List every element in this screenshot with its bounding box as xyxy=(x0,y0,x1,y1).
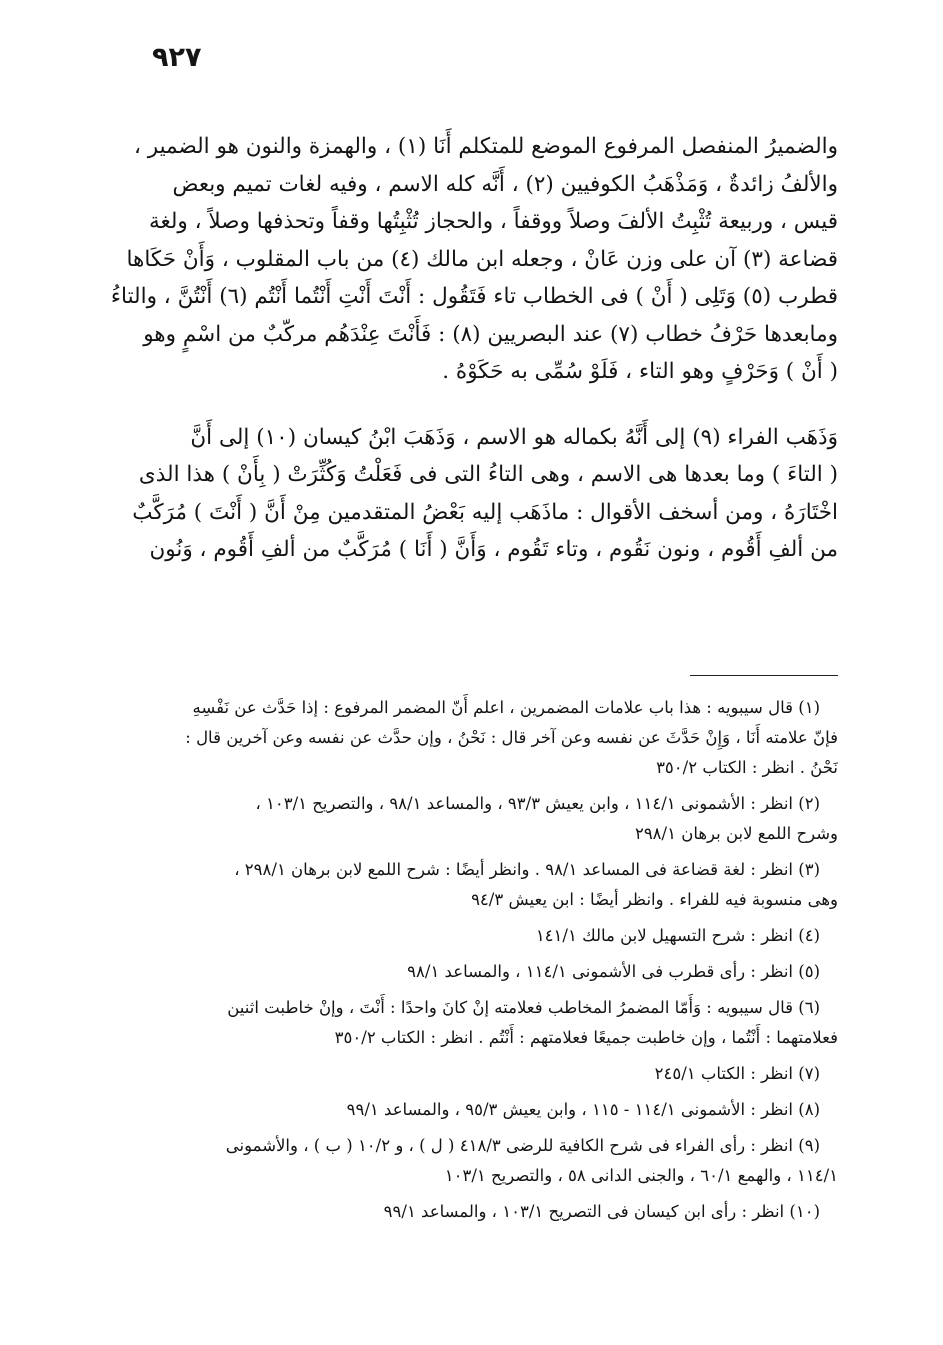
footnote-line: (٤) انظر : شرح التسهيل لابن مالك ١٤١/١ xyxy=(535,926,820,945)
footnote-line: فعلامتهما : أَنْتُما ، وإن خاطبت جميعًا فعلامتهم : أَنْتُم . انظر : الكتاب ٣٥٠/٢ xyxy=(334,1028,838,1047)
footnote xyxy=(150,957,838,987)
paragraph xyxy=(132,419,838,569)
text-line: ( التاءَ ) وما بعدها هى الاسم ، وهى التاءُ التى فى فَعَلْتُ وَكُثِّرَتْ ( بِأَنْ ) هذا الذى xyxy=(138,462,838,487)
footnote-line: (٦) قال سيبويه : وَأَمّا المضمرُ المخاطب فعلامته إنْ كانَ واحدًا : أَنْتَ ، وإنْ خاطبت اثنين xyxy=(227,998,820,1017)
footnote xyxy=(150,693,838,783)
paragraph xyxy=(110,128,838,391)
text-line: والضميرُ المنفصل المرفوع الموضع للمتكلم أَنَا (١) ، والهمزة والنون هو الضمير ، xyxy=(133,134,838,159)
footnote-line: (٢) انظر : الأشمونى ١١٤/١ ، وابن يعيش ٩٣/٣ ، والمساعد ٩٨/١ ، والتصريح ١٠٣/١ ، xyxy=(255,794,820,813)
page-number: ٩٢٧ xyxy=(152,42,202,73)
footnotes xyxy=(150,693,838,1233)
footnote-line: وهى منسوبة فيه للفراء . وانظر أيضًا : ابن يعيش ٩٤/٣ xyxy=(471,890,838,909)
text-line: قيس ، وربيعة تُثْبِتُ الألفَ وصلاً ووقفاً ، والحجاز تُثْبِتُها وقفاً وتحذفها وصلاً ، ولغة xyxy=(148,209,838,234)
footnote xyxy=(150,1197,838,1227)
text-line: اخْتَارَهُ ، ومن أسخف الأقوال : ماذَهَب إليه بَعْضُ المتقدمين مِنْ أَنَّ ( أَنْتَ ) مُرَكَّبٌ xyxy=(132,499,838,525)
footnote xyxy=(150,993,838,1053)
main-text xyxy=(110,128,838,569)
footnote-line: (٨) انظر : الأشمونى ١١٤/١ - ١١٥ ، وابن يعيش ٩٥/٣ ، والمساعد ٩٩/١ xyxy=(346,1100,820,1119)
footnote-line: (٣) انظر : لغة قضاعة فى المساعد ٩٨/١ . وانظر أيضًا : شرح اللمع لابن برهان ٢٩٨/١ ، xyxy=(234,860,820,879)
footnote-line: نَحْنُ . انظر : الكتاب ٣٥٠/٢ xyxy=(656,758,838,777)
footnote xyxy=(150,789,838,849)
footnote-line: (١٠) انظر : رأى ابن كيسان فى التصريح ١٠٣/١ ، والمساعد ٩٩/١ xyxy=(383,1202,820,1221)
footnote xyxy=(150,855,838,915)
text-line: وَذَهَب الفراء (٩) إلى أَنَّهُ بكماله هو الاسم ، وَذَهَبَ ابْنُ كيسان (١٠) إلى أَنَّ xyxy=(190,424,838,450)
footnote-line: ١١٤/١ ، والهمع ٦٠/١ ، والجنى الدانى ٥٨ ، والتصريح ١٠٣/١ xyxy=(444,1166,838,1185)
text-line: من ألفِ أَقُوم ، ونون نَقُوم ، وتاء تَقُوم ، وَأَنَّ ( أَنَا ) مُرَكَّبٌ من ألفِ أَقُوم ، وَنُون xyxy=(149,537,838,562)
text-line: قضاعة (٣) آن على وزن عَانْ ، وجعله ابن مالك (٤) من باب المقلوب ، وَأَنْ حَكَاها xyxy=(126,246,838,272)
footnote-line: فإنّ علامته أَنَا ، وَإِنْ حَدَّثَ عن نفسه وعن آخر قال : نَحْنُ ، وإن حدَّث عن نفسه وعن آخرين قال : xyxy=(185,728,838,747)
footnote-line: (٧) انظر : الكتاب ٢٤٥/١ xyxy=(654,1064,820,1083)
text-line: والألفُ زائدةٌ ، وَمَذْهَبُ الكوفيين (٢) ، أَنَّه كله الاسم ، وفيه لغات تميم وبعض xyxy=(172,171,838,197)
footnote xyxy=(150,1095,838,1125)
footnote-line: (٩) انظر : رأى الفراء فى شرح الكافية للرضى ٤١٨/٣ ( ل ) ، و ١٠/٢ ( ب ) ، والأشمونى xyxy=(225,1136,820,1155)
text-line: قطرب (٥) وَتَلِى ( أَنْ ) فى الخطاب تاء فَتَقُول : أَنْتَ أَنْتِ أَنْتُما أَنْتُم (٦) أَنْتُنَّ ، والتاءُ xyxy=(110,284,838,309)
footnote xyxy=(150,1131,838,1191)
footnote-line: (١) قال سيبويه : هذا باب علامات المضمرين ، اعلم أَنّ المضمر المرفوع : إذا حَدَّث عن نَفْسِهِ xyxy=(192,698,820,717)
footnote xyxy=(150,921,838,951)
footnote-line: (٥) انظر : رأى قطرب فى الأشمونى ١١٤/١ ، والمساعد ٩٨/١ xyxy=(407,962,820,981)
footnote-separator xyxy=(690,675,838,676)
footnote-line: وشرح اللمع لابن برهان ٢٩٨/١ xyxy=(634,824,838,843)
footnote xyxy=(150,1059,838,1089)
text-line: ( أَنْ ) وَحَرْفٍ وهو التاء ، فَلَوْ سُمِّى به حَكَوْهُ . xyxy=(442,359,838,384)
text-line: ومابعدها حَرْفُ خطاب (٧) عند البصريين (٨) : فَأَنْتَ عِنْدَهُم مركّبٌ من اسْمٍ وهو xyxy=(143,321,838,347)
